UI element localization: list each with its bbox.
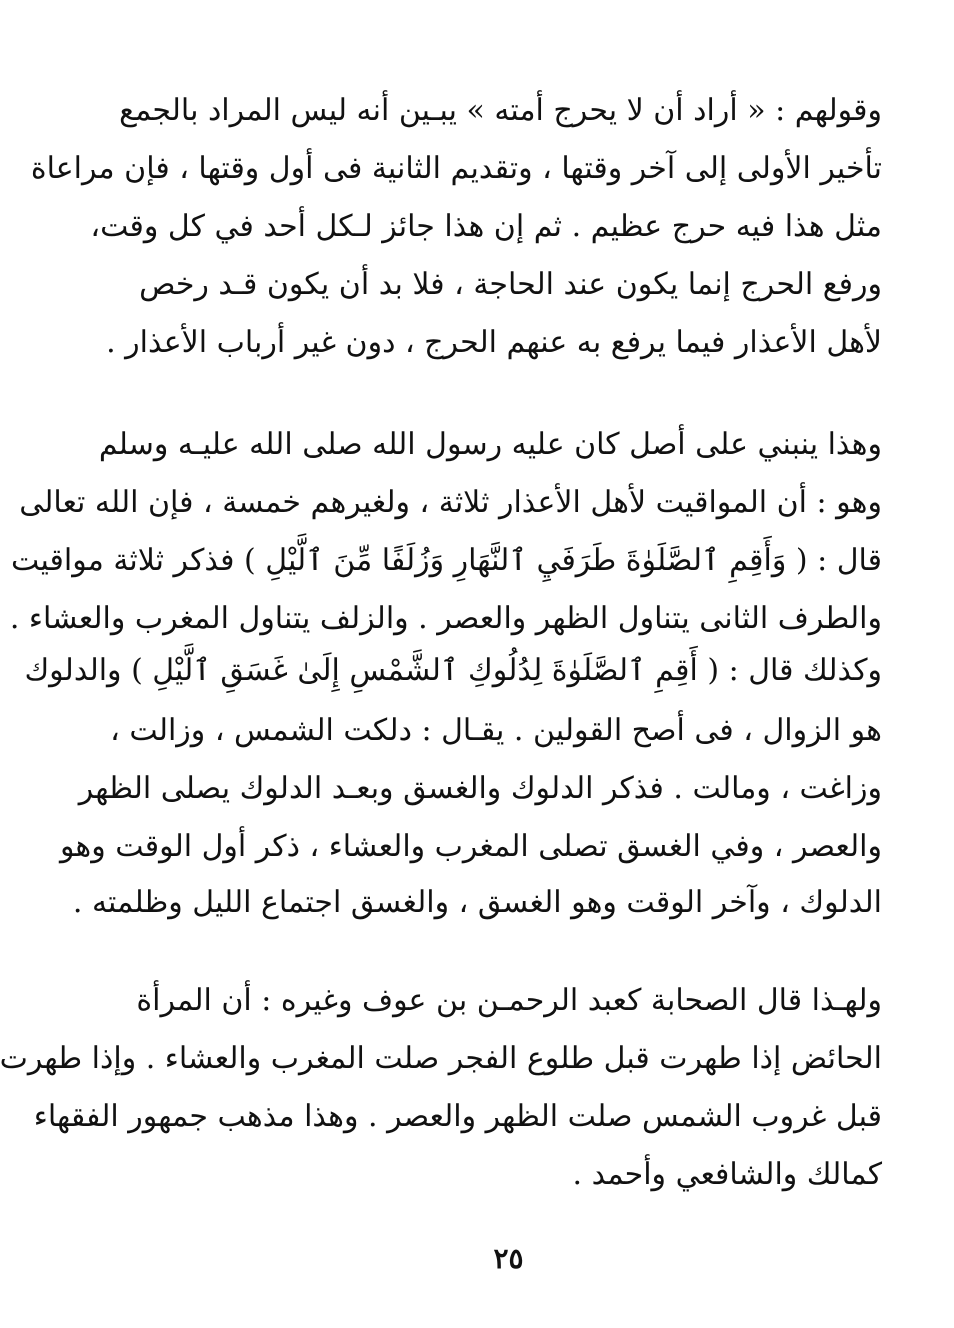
paragraph-1-line-4: ورفع الحرج إنما يكون عند الحاجة ، فلا بد أن يكون قـد رخص <box>139 267 882 302</box>
paragraph-2-line-3: قال : ( وَأَقِمِ ٱلصَّلَوٰةَ طَرَفَيِ ٱلنَّهَارِ وَزُلَفًا مِّنَ ٱلَّيْلِ ) فذكر ثلاثة مواقيت <box>11 543 882 578</box>
paragraph-3-line-1: ولهـذا قال الصحابة كعبد الرحمـن بن عوف وغيره : أن المرأة <box>136 983 882 1018</box>
paragraph-2-line-4: والطرف الثانى يتناول الظهر والعصر . والزلف يتناول المغرب والعشاء . <box>9 601 882 636</box>
paragraph-1-line-5: لأهل الأعذار فيما يرفع به عنهم الحرج ، دون غير أرباب الأعذار . <box>106 325 882 360</box>
paragraph-3-line-3: قبل غروب الشمس صلت الظهر والعصر . وهذا مذهب جمهور الفقهاء <box>33 1099 882 1134</box>
paragraph-2-line-7: وزاغت ، ومالت . فذكر الدلوك والغسق وبعـد الدلوك يصلى الظهر <box>78 771 882 806</box>
paragraph-2-line-6: هو الزوال ، فى أصح القولين . يقـال : دلكت الشمس ، وزالت ، <box>110 713 882 748</box>
paragraph-3-line-4: كمالك والشافعي وأحمد . <box>572 1157 882 1192</box>
paragraph-1-line-3: مثل هذا فيه حرج عظيم . ثم إن هذا جائز لـكل أحد في كل وقت، <box>90 209 882 244</box>
paragraph-2-line-8: والعصر ، وفي الغسق تصلى المغرب والعشاء ، ذكر أول الوقت وهو <box>59 829 882 864</box>
paragraph-3-line-2: الحائض إذا طهرت قبل طلوع الفجر صلت المغرب والعشاء . وإذا طهرت <box>0 1041 882 1076</box>
paragraph-2-line-1: وهذا ينبني على أصل كان عليه رسول الله صلى الله عليـه وسلم <box>98 427 882 462</box>
paragraph-1-line-2: تأخير الأولى إلى آخر وقتها ، وتقديم الثانية فى أول وقتها ، فإن مراعاة <box>30 151 882 186</box>
page-number: ٢٥ <box>493 1242 524 1275</box>
paragraph-1-line-1: وقولهم : « أراد أن لا يحرج أمته » يبـين أنه ليس المراد بالجمع <box>119 93 882 128</box>
paragraph-2-line-2: وهو : أن المواقيت لأهل الأعذار ثلاثة ، ولغيرهم خمسة ، فإن الله تعالى <box>19 485 882 520</box>
paragraph-2-line-9: الدلوك ، وآخر الوقت وهو الغسق ، والغسق اجتماع الليل وظلمته . <box>72 885 882 920</box>
paragraph-2-line-5: وكذلك قال : ( أَقِمِ ٱلصَّلَوٰةَ لِدُلُوكِ ٱلشَّمْسِ إِلَىٰ غَسَقِ ٱلَّيْلِ ) والدلوك <box>24 653 882 688</box>
